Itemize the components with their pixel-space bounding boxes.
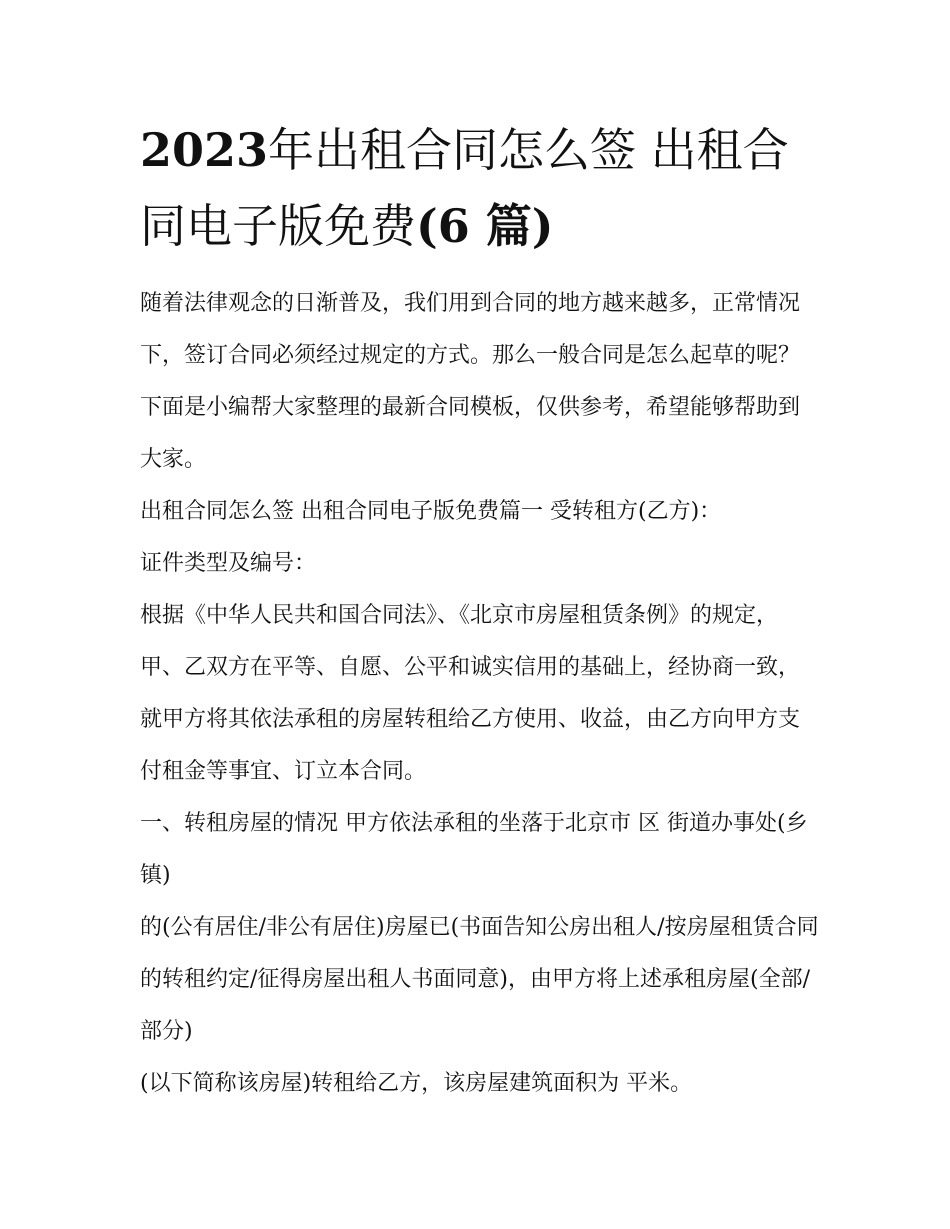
property-type-paragraph: 的(公有居住/非公有居住)房屋已(书面告知公房出租人/按房屋租赁合同的转租约定/征得房屋出租人书面同意)，由甲方将上述承租房屋(全部/部分)	[140, 915, 819, 1044]
title-main-text: 年出租合同怎么签 出租合同电子版免费	[140, 123, 789, 253]
title-count: (6 篇)	[416, 199, 554, 253]
title-year: 2023	[140, 123, 269, 177]
section-heading-paragraph: 出租合同怎么签 出租合同电子版免费篇一 受转租方(乙方)：	[140, 499, 722, 524]
property-location-paragraph: 一、转租房屋的情况 甲方依法承租的坐落于北京市 区 街道办事处(乡镇)	[140, 811, 808, 888]
property-area-paragraph: (以下简称该房屋)转租给乙方，该房屋建筑面积为 平米。	[140, 1071, 693, 1096]
id-type-paragraph: 证件类型及编号：	[140, 551, 317, 576]
document-title	[140, 112, 820, 264]
intro-paragraph: 随着法律观念的日渐普及，我们用到合同的地方越来越多，正常情况下，签订合同必须经过规定的方式。那么一般合同是怎么起草的呢？下面是小编帮大家整理的最新合同模板，仅供参考，希望能够帮助到大家。	[140, 291, 801, 472]
legal-basis-paragraph: 根据《中华人民共和国合同法》、《北京市房屋租赁条例》的规定，甲、乙双方在平等、自愿、公平和诚实信用的基础上，经协商一致，就甲方将其依法承租的房屋转租给乙方使用、收益，由乙方向甲方支付租金等事宜、订立本合同。	[140, 603, 801, 784]
document-body	[140, 278, 820, 1110]
